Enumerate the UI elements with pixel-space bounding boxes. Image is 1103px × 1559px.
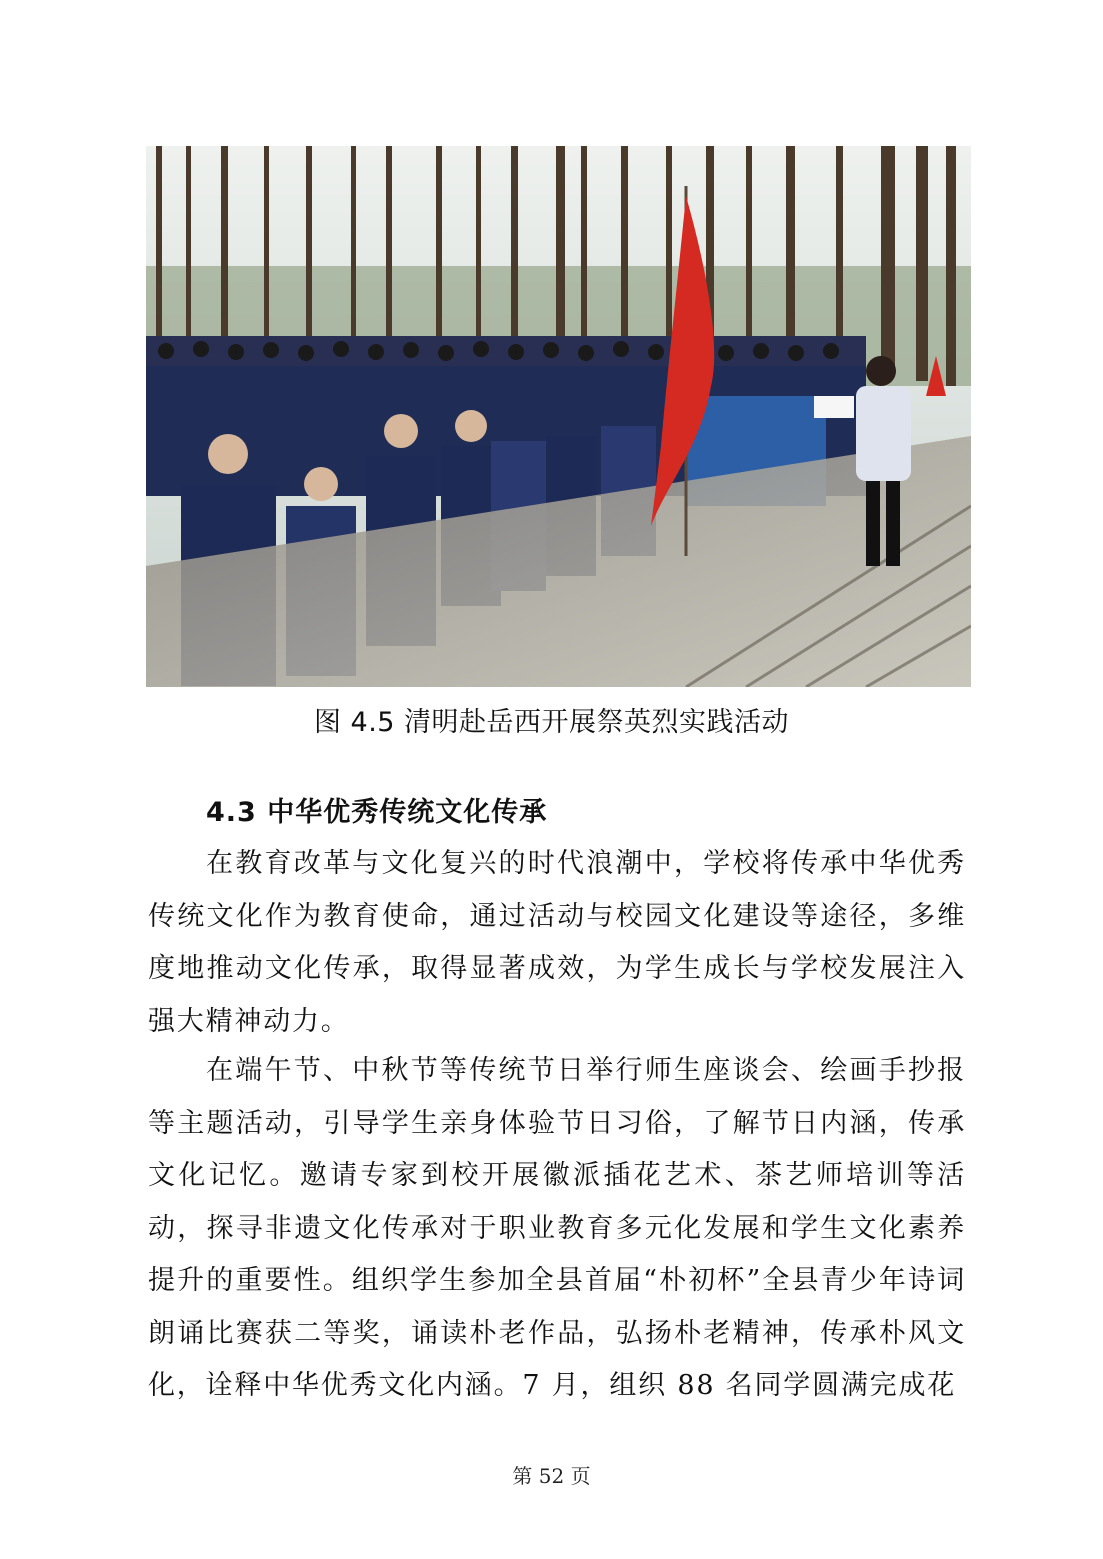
figure-caption: 图 4.5 清明赴岳西开展祭英烈实践活动 (313, 707, 790, 738)
page-number: 第 52 页 (512, 1464, 591, 1488)
photo-illustration (146, 146, 971, 687)
section-heading: 4.3 中华优秀传统文化传承 (206, 797, 548, 828)
body-paragraph: 在教育改革与文化复兴的时代浪潮中，学校将传承中华优秀传统文化作为教育使命，通过活动与校园文化建设等途径，多维度地推动文化传承，取得显著成效，为学生成长与学校发展注入强大精神动力。 (148, 848, 966, 1037)
body-paragraph: 在端午节、中秋节等传统节日举行师生座谈会、绘画手抄报等主题活动，引导学生亲身体验节日习俗，了解节日内涵，传承文化记忆。邀请专家到校开展徽派插花艺术、茶艺师培训等活动，探寻非遗文化传承对于职业教育多元化发展和学生文化素养提升的重要性。组织学生参加全县首届“朴初杯”全县青少年诗词朗诵比赛获二等奖，诵读朴老作品，弘扬朴老精神，传承朴风文化，诠释中华优秀文化内涵。7 月，组织 88 名同学圆满完成花 (148, 1055, 966, 1401)
activity-photo (146, 146, 971, 687)
